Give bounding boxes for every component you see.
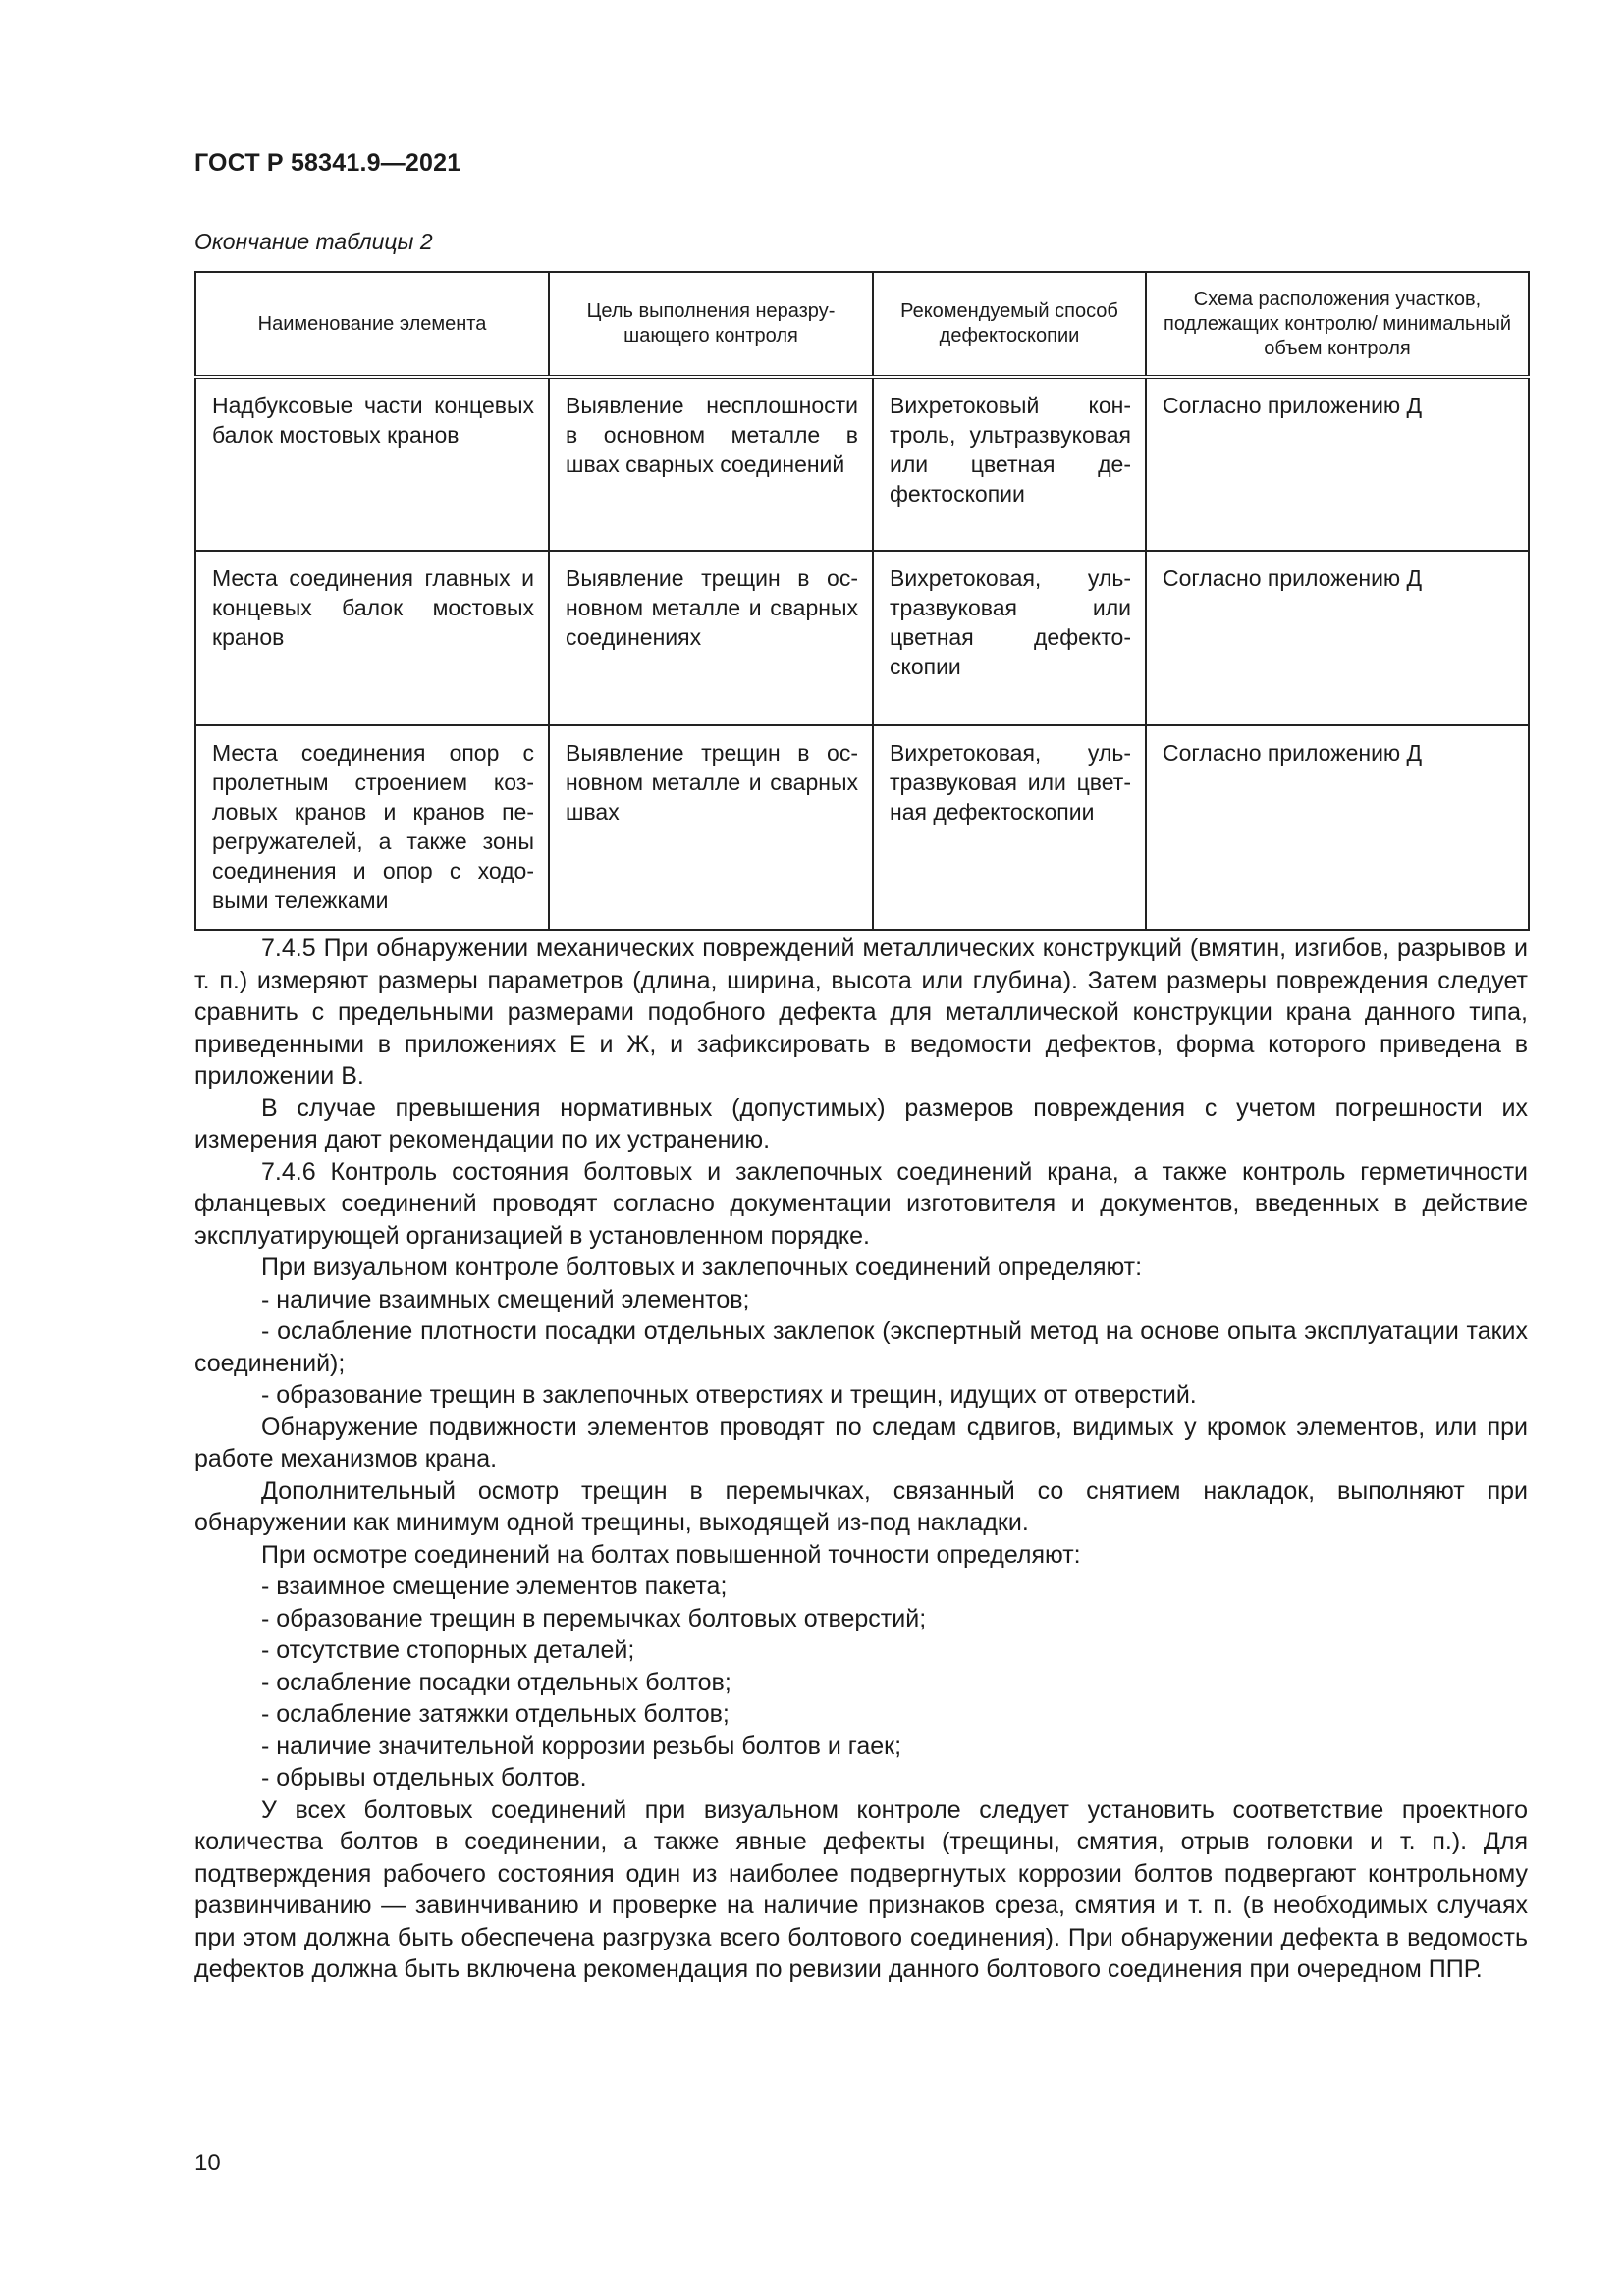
paragraph: Обнаружение подвижности элементов проводят по следам сдвигов, видимых у кромок элементов, или при работе механизмов крана. xyxy=(194,1413,1528,1472)
list-item: - взаимное смещение элементов пакета; xyxy=(261,1573,728,1600)
table-row xyxy=(195,725,1529,930)
table-cell: Вихретоковая, ультразвуковая или цветная дефектоскопии xyxy=(873,551,1146,725)
body-text xyxy=(194,933,1528,1986)
table-cell: Вихретоковый контроль, ультразвуковая или цветная дефектоскопии xyxy=(873,377,1146,551)
table-header-row xyxy=(195,272,1529,377)
table-cell: Выявление трещин в основном металле и сварных швах xyxy=(549,725,873,930)
table-cell: Надбуксовые части концевых балок мостовых кранов xyxy=(195,377,549,551)
table-cell: Согласно приложению Д xyxy=(1146,725,1529,930)
defectoscopy-table xyxy=(194,271,1530,931)
document-header: ГОСТ Р 58341.9—2021 xyxy=(194,149,461,177)
paragraph: При осмотре соединений на болтах повышенной точности определяют: xyxy=(261,1540,1081,1569)
table-row xyxy=(195,377,1529,551)
table-cell: Места соединения опор с пролетным строением козловых кранов и кранов перегружателей, а также зоны соединения и опор с ходовыми тележками xyxy=(195,725,549,930)
table-cell: Места соединения главных и концевых балок мостовых кранов xyxy=(195,551,549,725)
table-cell: Согласно приложению Д xyxy=(1146,551,1529,725)
header-purpose: Цель выполнения неразрушающего контроля xyxy=(549,272,873,377)
paragraph: Дополнительный осмотр трещин в перемычках, связанный со снятием накладок, выполняют при обнаружении как минимум одной трещины, выходящей из-под накладки. xyxy=(194,1476,1528,1536)
list-item: - наличие значительной коррозии резьбы болтов и гаек; xyxy=(261,1732,902,1760)
table-cell: Выявление несплошности в основном металле в швах сварных соединений xyxy=(549,377,873,551)
paragraph: 7.4.5 При обнаружении механических повреждений металлических конструкций (вмятин, изгибов, разрывов и т. п.) измеряют размеры параметров (длина, ширина, высота или глубина). Затем размеры повреждения следует сравнить с предельными размерами подобного дефекта для металлической конструкции крана данного типа, приведенными в приложениях Е и Ж, и зафиксировать в ведомости дефектов, форма которого приведена в приложении В. xyxy=(194,934,1528,1090)
header-scheme: Схема расположения участков, подлежащих контролю/ минимальный объем контроля xyxy=(1146,272,1529,377)
paragraph: У всех болтовых соединений при визуальном контроле следует установить соответствие проектного количества болтов в соединении, а также явные дефекты (трещины, смятия, отрыв головки и т. п.). Для подтверждения рабочего состояния один из наиболее подвергнутых коррозии болтов подвергают контрольному развинчиванию — завинчиванию и проверке на наличие признаков среза, смятия и т. п. (в необходимых случаях при этом должна быть обеспечена разгрузка всего болтового соединения). При обнаружении дефекта в ведомость дефектов должна быть включена рекомендация по ревизии данного болтового соединения при очередном ППР. xyxy=(194,1795,1528,1983)
table-row xyxy=(195,551,1529,725)
table-caption: Окончание таблицы 2 xyxy=(194,229,433,254)
paragraph: 7.4.6 Контроль состояния болтовых и заклепочных соединений крана, а также контроль герметичности фланцевых соединений проводят согласно документации изготовителя и документов, введенных в действие эксплуатирующей организацией в установленном порядке. xyxy=(194,1157,1528,1250)
header-method: Рекомендуемый способ дефектоскопии xyxy=(873,272,1146,377)
list-item: - образование трещин в перемычках болтовых отверстий; xyxy=(261,1604,927,1632)
list-item: - образование трещин в заклепочных отверстиях и трещин, идущих от отверстий. xyxy=(261,1381,1197,1409)
list-item: - ослабление посадки отдельных болтов; xyxy=(261,1668,731,1696)
table-cell: Согласно приложению Д xyxy=(1146,377,1529,551)
list-item: - отсутствие стопорных деталей; xyxy=(261,1636,635,1664)
header-element-name: Наименование элемента xyxy=(195,272,549,377)
list-item: - обрывы отдельных болтов. xyxy=(261,1764,587,1791)
table-cell: Выявление трещин в основном металле и сварных соединениях xyxy=(549,551,873,725)
list-item: - наличие взаимных смещений элементов; xyxy=(261,1285,750,1313)
page-number: 10 xyxy=(194,2150,221,2176)
list-item: - ослабление затяжки отдельных болтов; xyxy=(261,1700,730,1728)
table-cell: Вихретоковая, ультразвуковая или цветная дефектоскопии xyxy=(873,725,1146,930)
list-item: - ослабление плотности посадки отдельных заклепок (экспертный метод на основе опыта эксплуатации таких соединений); xyxy=(194,1317,1528,1377)
paragraph: В случае превышения нормативных (допустимых) размеров повреждения с учетом погрешности их измерения дают рекомендации по их устранению. xyxy=(194,1094,1528,1153)
paragraph: При визуальном контроле болтовых и заклепочных соединений определяют: xyxy=(261,1254,1143,1281)
